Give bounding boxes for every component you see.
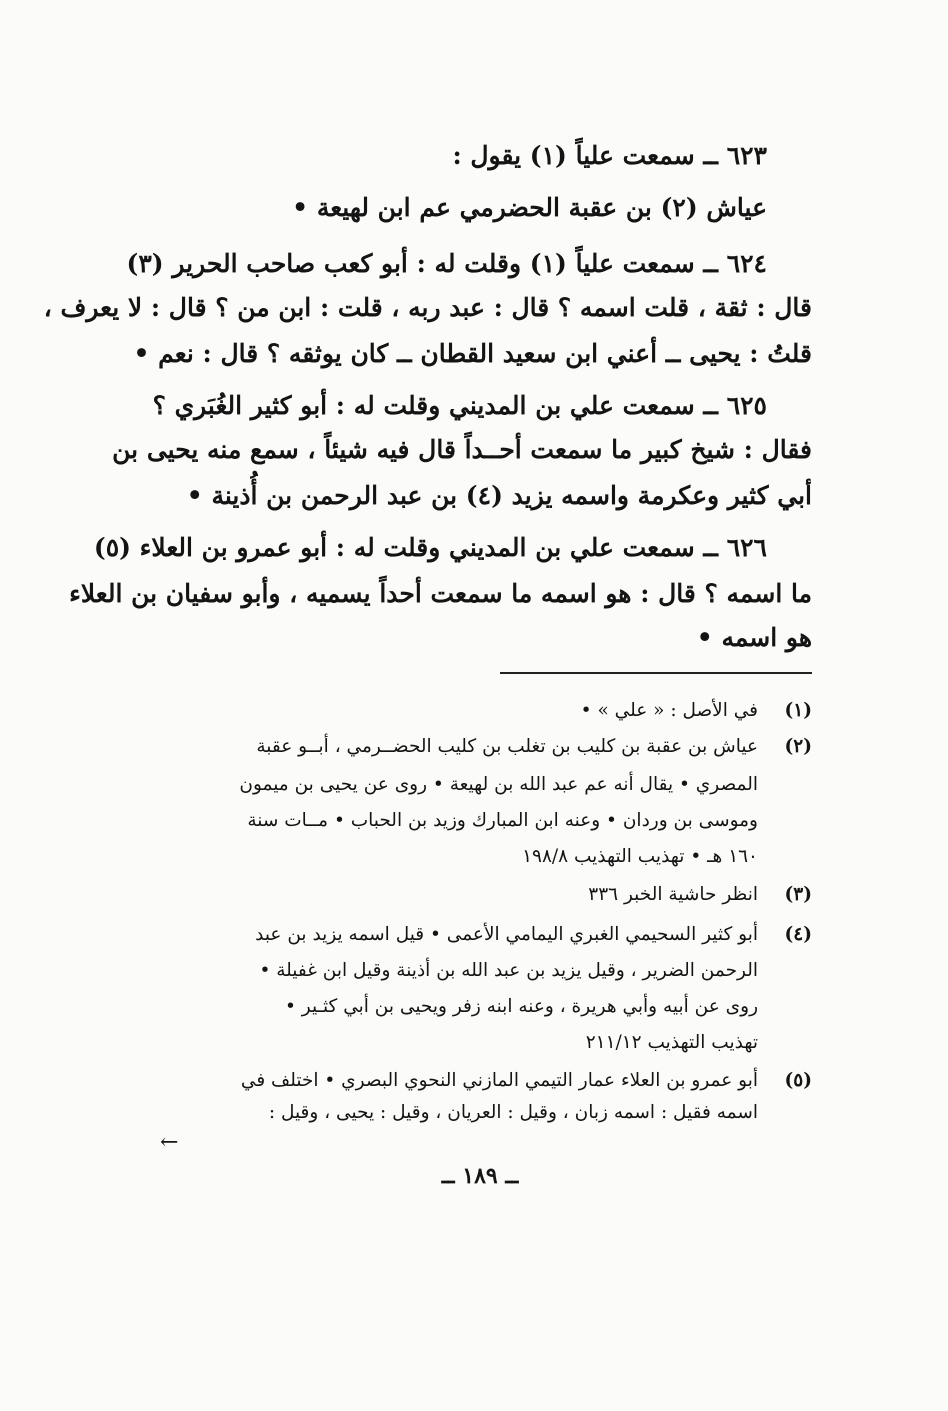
main-text-line: عياش (٢) بن عقبة الحضرمي عم ابن لهيعة • [292,193,767,222]
main-text-line: قلتُ : يحيى ــ أعني ابن سعيد القطان ــ كان يوثقه ؟ قال : نعم • [133,339,812,368]
footnote-number: (٥) [784,1070,812,1091]
footnote-line: وموسى بن وردان • وعنه ابن المبارك وزيد بن الحباب • مــات سنة [247,810,758,831]
footnote-number: (٣) [784,884,812,905]
main-text-line: ٦٢٤ ــ سمعت علياً (١) وقلت له : أبو كعب صاحب الحرير (٣) [126,249,767,278]
footnote-divider [500,672,812,674]
main-text-line: ٦٢٣ ــ سمعت علياً (١) يقول : [452,141,767,170]
main-text-line: قال : ثقة ، قلت اسمه ؟ قال : عبد ربه ، قلت : ابن من ؟ قال : لا يعرف ، [43,293,812,322]
footnote-line: في الأصل : « علي » • [580,700,758,721]
page-number: ــ ١٨٩ ــ [441,1163,519,1189]
footnote-line: المصري • يقال أنه عم عبد الله بن لهيعة • روى عن يحيى بن ميمون [239,774,758,795]
footnote-number: (٢) [784,736,812,757]
footnote-number: (٤) [784,924,812,945]
main-text-line: ٦٢٥ ــ سمعت علي بن المديني وقلت له : أبو كثير الغُبَري ؟ [152,391,767,420]
footnote-number: (١) [784,700,812,721]
main-text-line: فقال : شيخ كبير ما سمعت أحــداً قال فيه شيئاً ، سمع منه يحيى بن [112,435,812,464]
footnote-line: ١٦٠ هـ • تهذيب التهذيب ١٩٨/٨ [522,846,758,867]
footnote-line: تهذيب التهذيب ٢١١/١٢ [585,1032,758,1053]
footnote-line: انظر حاشية الخبر ٣٣٦ [588,884,758,905]
main-text-line: ٦٢٦ ــ سمعت علي بن المديني وقلت له : أبو عمرو بن العلاء (٥) [93,533,767,562]
main-text-line: ما اسمه ؟ قال : هو اسمه ما سمعت أحداً يسميه ، وأبو سفيان بن العلاء [69,579,812,608]
footnote-line: روى عن أبيه وأبي هريرة ، وعنه ابنه زفر ويحيى بن أبي كثـير • [284,996,758,1017]
continuation-arrow-icon: ← [160,1130,179,1155]
footnote-line: الرحمن الضرير ، وقيل يزيد بن عبد الله بن أذينة وقيل ابن غفيلة • [259,960,758,981]
footnote-line: اسمه فقيل : اسمه زبان ، وقيل : العريان ، وقيل : يحيى ، وقيل : [268,1102,758,1123]
footnote-line: عياش بن عقبة بن كليب بن تغلب بن كليب الحضــرمي ، أبــو عقبة [256,736,758,757]
footnote-line: أبو كثير السحيمي الغبري اليمامي الأعمى • قيل اسمه يزيد بن عبد [255,924,758,945]
footnote-line: أبو عمرو بن العلاء عمار التيمي المازني النحوي البصري • اختلف في [240,1070,758,1091]
main-text-line: أبي كثير وعكرمة واسمه يزيد (٤) بن عبد الرحمن بن أُذينة • [186,481,812,510]
main-text-line: هو اسمه • [696,623,812,652]
